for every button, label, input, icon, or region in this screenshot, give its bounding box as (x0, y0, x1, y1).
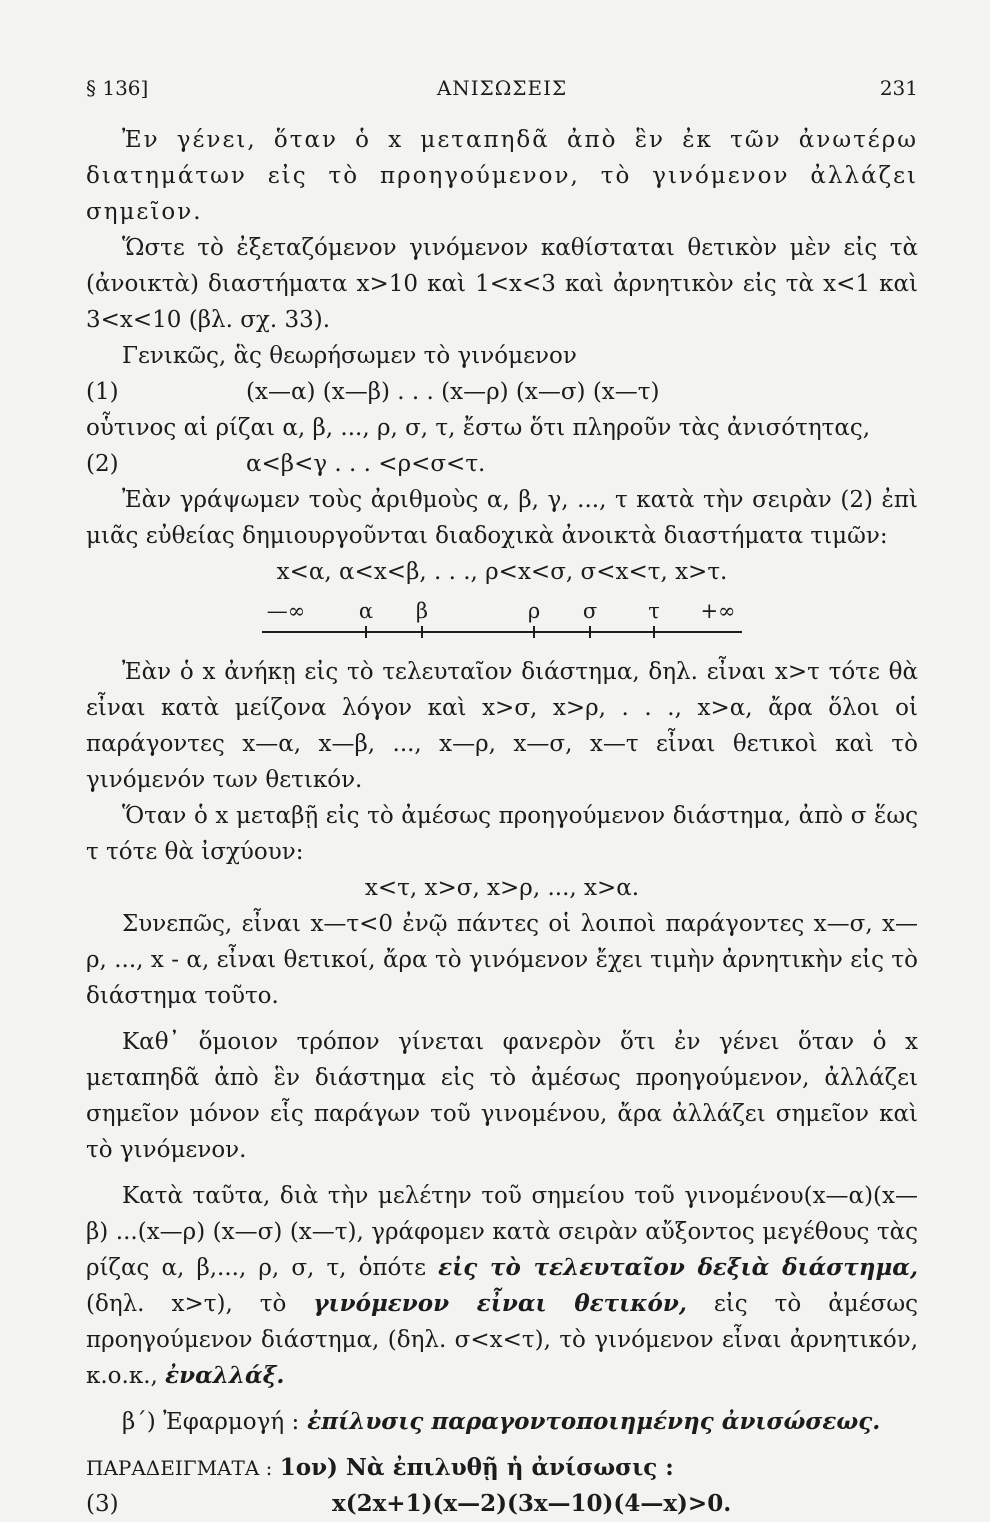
section-number: § 136] (86, 76, 149, 100)
equation-2-expression: α<β<γ . . . <ρ<σ<τ. (246, 451, 486, 477)
paragraph-1: Ἐν γένει, ὅταν ὁ x μεταπηδᾶ ἀπὸ ἓν ἐκ τῶν ἀνωτέρω διατημάτων εἰς τὸ προηγούμενον, τὸ γινόμενον ἀλλάζει σημεῖον. (86, 127, 918, 225)
examples-label: ΠΑΡΑΔΕΙΓΜΑΤΑ : (86, 1456, 273, 1480)
chapter-title: ΑΝΙΣΩΣΕΙΣ (436, 76, 568, 100)
equation-2 (86, 446, 918, 482)
equation-3-expression: x(2x+1)(x—2)(3x—10)(4—x)>0. (332, 1490, 732, 1517)
paragraph-10 (86, 1178, 918, 1394)
page-body (86, 122, 918, 1522)
paragraph-10-emphasis-3: ἐναλλάξ. (165, 1362, 285, 1389)
equation-1-expression: (x—α) (x—β) . . . (x—ρ) (x—σ) (x—τ) (246, 379, 660, 405)
paragraph-10-emphasis-1: εἰς τὸ τελευταῖον δεξιὰ διάστημα, (438, 1254, 918, 1281)
equation-3-number: (3) (86, 1491, 119, 1517)
paragraph-7: Ὅταν ὁ x μεταβῇ εἰς τὸ ἀμέσως προηγούμενον διάστημα, ἀπὸ σ ἕως τ τότε θὰ ἰσχύουν: (86, 803, 918, 865)
equation-3 (86, 1486, 918, 1522)
paragraph-8: Συνεπῶς, εἶναι x—τ<0 ἐνῷ πάντες οἱ λοιποὶ παράγοντες x—σ, x—ρ, ..., x - α, εἶναι θετικοί, ἄρα τὸ γινόμενον ἔχει τιμὴν ἀρνητικὴν εἰς τὸ διάστημα τοῦτο. (86, 911, 918, 1009)
number-line (86, 598, 918, 644)
equation-2-number: (2) (86, 451, 119, 477)
number-line-label: α (358, 599, 374, 623)
intervals-line: x<α, α<x<β, . . ., ρ<x<σ, σ<x<τ, x>τ. (276, 559, 728, 585)
number-line-label: τ (648, 599, 660, 623)
paragraph-10-emphasis-2: γινόμενον εἶναι θετικόν, (313, 1290, 687, 1317)
paragraph-4: οὗτινος αἱ ρίζαι α, β, ..., ρ, σ, τ, ἔστω ὅτι πληροῦν τὰς ἀνισότητας, (86, 415, 871, 441)
paragraph-6: Ἐὰν ὁ x ἀνήκῃ εἰς τὸ τελευταῖον διάστημα, δηλ. εἶναι x>τ τότε θὰ εἶναι κατὰ μείζονα λόγον καὶ x>σ, x>ρ, . . ., x>α, ἄρα ὅλοι οἱ παράγοντες x—α, x—β, ..., x—ρ, x—σ, x—τ εἶναι θετικοὶ καὶ τὸ γινόμενόν των θετικόν. (86, 659, 918, 793)
paragraph-10-text-c: (δηλ. x>τ), τὸ (86, 1291, 314, 1317)
number-line-label: σ (582, 599, 598, 623)
subsection-heading (86, 1404, 918, 1440)
page-number: 231 (879, 76, 918, 100)
paragraph-10-text-e: εἰς τὸ ἀμέσως προηγούμενον διάστημα, (δηλ. σ<x<τ), τὸ γινόμενον εἶναι ἀρνητικόν, κ.ο.κ., (86, 1291, 918, 1389)
paragraph-5: Ἐὰν γράψωμεν τοὺς ἀριθμοὺς α, β, γ, ..., τ κατὰ τὴν σειρὰν (2) ἐπὶ μιᾶς εὐθείας δημιουργοῦνται διαδοχικὰ ἀνοικτὰ διαστήματα τιμῶν: (86, 487, 918, 549)
paragraph-9: Καθ᾽ ὅμοιον τρόπον γίνεται φανερὸν ὅτι ἐν γένει ὅταν ὁ x μεταπηδᾶ ἀπὸ ἓν διάστημα εἰς τὸ ἀμέσως προηγούμενον, ἀλλάζει σημεῖον μόνον εἷς παράγων τοῦ γινομένου, ἄρα ἀλλάζει σημεῖον καὶ τὸ γινόμενον. (86, 1029, 918, 1163)
number-line-label: —∞ (266, 599, 306, 623)
paragraph-10-text-a: Κατὰ ταῦτα, διὰ τὴν μελέτην τοῦ σημείου τοῦ γινομένου(x—α)(x—β) ...(x—ρ) (x—σ) (x—τ), γράφομεν κατὰ σειρὰν αὔξοντος μεγέθους τὰς ρίζας α, β,..., ρ, σ, τ, ὁπότε (86, 1183, 918, 1281)
number-line-figure (262, 598, 742, 640)
subsection-title: ἐπίλυσις παραγοντοποιημένης ἀνισώσεως. (299, 1408, 881, 1435)
equation-1 (86, 374, 918, 410)
number-line-label: ρ (527, 599, 541, 623)
paragraph-3: Γενικῶς, ἃς θεωρήσωμεν τὸ γινόμενον (122, 343, 577, 369)
running-header (86, 76, 918, 106)
examples-heading (86, 1450, 918, 1486)
number-line-label: β (415, 599, 429, 623)
equation-1-number: (1) (86, 379, 119, 405)
subsection-label: β΄) Ἐφαρμογή : (122, 1409, 300, 1435)
number-line-label: +∞ (700, 599, 736, 623)
paragraph-2: Ὥστε τὸ ἐξεταζόμενον γινόμενον καθίσταται θετικὸν μὲν εἰς τὰ (ἀνοικτὰ) διαστήματα x>10 καὶ 1<x<3 καὶ ἀρνητικὸν εἰς τὰ x<1 καὶ 3<x<10 (βλ. σχ. 33). (86, 235, 918, 333)
inequalities-line: x<τ, x>σ, x>ρ, ..., x>α. (364, 875, 640, 901)
example-1-prompt: 1ον) Νὰ ἐπιλυθῇ ἡ ἀνίσωσις : (279, 1454, 674, 1481)
